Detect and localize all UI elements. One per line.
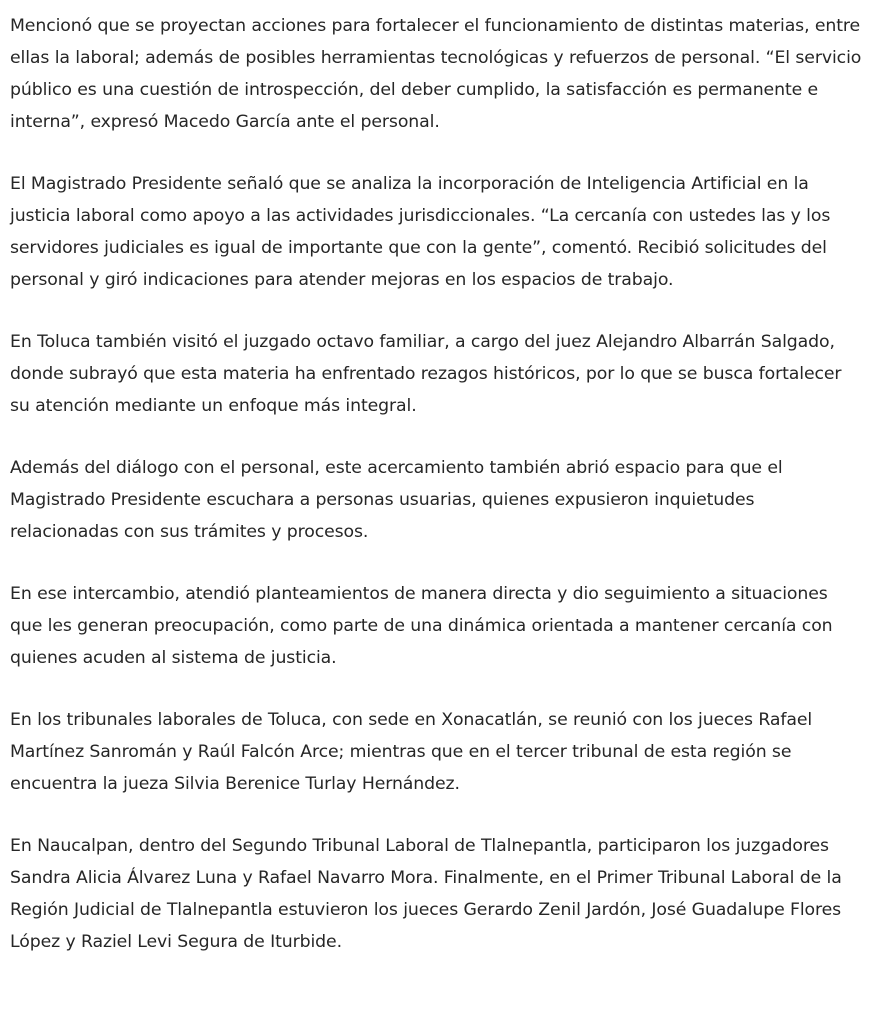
article-paragraph: Mencionó que se proyectan acciones para fortalecer el funcionamiento de distintas materias, entre ellas la laboral; además de posibles herramientas tecnológicas y refuerzos de personal. “El servicio público es una cuestión de introspección, del deber cumplido, la satisfacción es permanente e interna”, expresó Macedo García ante el personal. bbox=[10, 16, 862, 132]
article-paragraph: En ese intercambio, atendió planteamientos de manera directa y dio seguimiento a situaciones que les generan preocupación, como parte de una dinámica orientada a mantener cercanía con quienes acuden al sistema de justicia. bbox=[10, 584, 833, 668]
article-paragraph: En Naucalpan, dentro del Segundo Tribunal Laboral de Tlalnepantla, participaron los juzgadores Sandra Alicia Álvarez Luna y Rafael Navarro Mora. Finalmente, en el Primer Tribunal Laboral de la Región Judicial de Tlalnepantla estuvieron los jueces Gerardo Zenil Jardón, José Guadalupe Flores López y Raziel Levi Segura de Iturbide. bbox=[10, 836, 842, 952]
article-paragraph: En Toluca también visitó el juzgado octavo familiar, a cargo del juez Alejandro Albarrán Salgado, donde subrayó que esta materia ha enfrentado rezagos históricos, por lo que se busca fortalecer su atención mediante un enfoque más integral. bbox=[10, 332, 842, 416]
article-paragraph: En los tribunales laborales de Toluca, con sede en Xonacatlán, se reunió con los jueces Rafael Martínez Sanromán y Raúl Falcón Arce; mientras que en el tercer tribunal de esta región se encuentra la jueza Silvia Berenice Turlay Hernández. bbox=[10, 710, 813, 794]
article-paragraph: Además del diálogo con el personal, este acercamiento también abrió espacio para que el Magistrado Presidente escuchara a personas usuarias, quienes expusieron inquietudes relacionadas con sus trámites y procesos. bbox=[10, 458, 783, 542]
article-paragraph: El Magistrado Presidente señaló que se analiza la incorporación de Inteligencia Artificial en la justicia laboral como apoyo a las actividades jurisdiccionales. “La cercanía con ustedes las y los servidores judiciales es igual de importante que con la gente”, comentó. Recibió solicitudes del personal y giró indicaciones para atender mejoras en los espacios de trabajo. bbox=[10, 174, 831, 290]
